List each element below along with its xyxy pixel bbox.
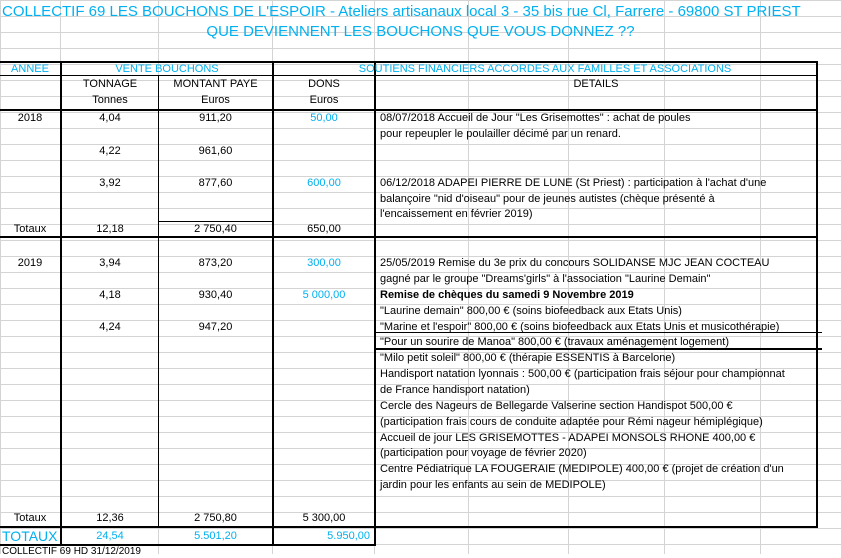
montant-cell[interactable]: 877,60 xyxy=(198,177,233,189)
detail-line[interactable]: Handisport natation lyonnais : 500,00 € (participation frais séjour pour championnat xyxy=(380,368,785,380)
header-dons: DONS xyxy=(308,78,340,90)
border-2019-bottom xyxy=(0,526,818,528)
detail-line[interactable]: "Milo petit soleil" 800,00 € (thérapie ESSENTIS à Barcelone) xyxy=(380,352,676,364)
detail-line[interactable]: l'encaissement en février 2019) xyxy=(380,208,533,220)
header-soutiens: SOUTIENS FINANCIERS ACCORDES AUX FAMILLES ET ASSOCIATIONS xyxy=(358,63,732,75)
sheet-title: COLLECTIF 69 LES BOUCHONS DE L'ESPOIR - Ateliers artisanaux local 3 - 35 bis rue Cl, Farrere - 69800 ST PRIEST xyxy=(2,3,801,20)
detail-line[interactable]: gagné par le groupe "Dreams'girls" à l'association "Laurine Demain" xyxy=(380,273,711,285)
detail-line[interactable]: "Laurine demain" 800,00 € (soins biofeedback aux Etats Unis) xyxy=(380,305,682,317)
grand-total-tonnage[interactable]: 24,54 xyxy=(96,530,124,542)
grand-totaux-label[interactable]: TOTAUX xyxy=(2,528,58,544)
detail-line[interactable]: balançoire "nid d'oiseau" pour de jeunes autistes (chèque présenté à xyxy=(380,193,715,205)
border-col-annee xyxy=(60,61,62,546)
montant-cell[interactable]: 930,40 xyxy=(198,289,233,301)
year-2018[interactable]: 2018 xyxy=(17,112,43,124)
montant-cell[interactable]: 873,20 xyxy=(198,257,233,269)
border-col-dons xyxy=(374,61,376,546)
detail-line[interactable]: (participation frais cours de conduite adaptée pour Rémi nageur hémiplégique) xyxy=(380,416,763,428)
detail-line[interactable]: 08/07/2018 Accueil de Jour "Les Grisemottes" : achat de poules xyxy=(380,112,691,124)
footer-note: COLLECTIF 69 HD 31/12/2019 xyxy=(2,546,141,557)
detail-line[interactable]: de France handisport natation) xyxy=(380,384,530,396)
totaux-2018-label[interactable]: Totaux xyxy=(13,223,47,235)
sheet-subtitle: QUE DEVIENNENT LES BOUCHONS QUE VOUS DONNEZ ?? xyxy=(206,23,635,40)
tonnage-cell[interactable]: 3,94 xyxy=(99,257,121,269)
don-cell[interactable]: 5 000,00 xyxy=(302,289,346,301)
tonnage-cell[interactable]: 4,18 xyxy=(99,289,121,301)
header-tonnage: TONNAGE xyxy=(82,78,138,90)
montant-cell[interactable]: 961,60 xyxy=(198,145,233,157)
detail-line[interactable]: "Pour un sourire de Manoa" 800,00 € (travaux aménagement logement) xyxy=(380,336,730,348)
tonnage-cell[interactable]: 4,04 xyxy=(99,112,121,124)
grand-total-montant[interactable]: 5.501,20 xyxy=(194,530,237,542)
detail-line[interactable]: Centre Pédiatrique LA FOUGERAIE (MEDIPOLE) 400,00 € (projet de création d'un xyxy=(380,463,784,475)
montant-cell[interactable]: 911,20 xyxy=(199,112,232,124)
total-dons-2019[interactable]: 5 300,00 xyxy=(302,512,346,524)
detail-line[interactable]: jardin pour les enfants au sein de MEDIPOLE) xyxy=(380,479,606,491)
tonnage-cell[interactable]: 3,92 xyxy=(99,177,121,189)
totaux-2019-label[interactable]: Totaux xyxy=(13,512,47,524)
detail-line[interactable]: Remise de chèques du samedi 9 Novembre 2019 xyxy=(380,289,634,301)
header-montant-euros: Euros xyxy=(201,94,230,106)
tonnage-cell[interactable]: 4,22 xyxy=(99,145,121,157)
header-vente-bouchons: VENTE BOUCHONS xyxy=(115,63,219,75)
total-dons-2018[interactable]: 650,00 xyxy=(307,223,341,235)
don-cell[interactable]: 300,00 xyxy=(307,257,341,269)
grand-total-dons[interactable]: 5.950,00 xyxy=(327,530,370,542)
header-montant-paye: MONTANT PAYE xyxy=(173,78,258,90)
tonnage-cell[interactable]: 4,24 xyxy=(99,321,121,333)
montant-cell[interactable]: 947,20 xyxy=(198,321,233,333)
total-montant-2018[interactable]: 2 750,40 xyxy=(194,223,237,235)
total-tonnage-2019[interactable]: 12,36 xyxy=(96,512,124,524)
detail-line[interactable]: pour repeupler le poulailler décimé par un renard. xyxy=(380,128,621,140)
total-tonnage-2018[interactable]: 12,18 xyxy=(96,223,124,235)
header-tonnes: Tonnes xyxy=(92,94,128,106)
total-montant-2019[interactable]: 2 750,80 xyxy=(194,512,237,524)
header-annee: ANNEE xyxy=(11,63,49,75)
detail-line[interactable]: Cercle des Nageurs de Bellegarde Valserine section Handispot 500,00 € xyxy=(380,400,733,412)
header-details: DETAILS xyxy=(573,78,619,90)
detail-line[interactable]: (participation pour voyage de février 2020) xyxy=(380,447,587,459)
border-right xyxy=(816,61,818,528)
detail-line[interactable]: "Marine et l'espoir" 800,00 € (soins biofeedback aux Etats Unis et musicothérapie) xyxy=(380,321,780,333)
detail-line[interactable]: 06/12/2018 ADAPEI PIERRE DE LUNE (St Priest) : participation à l'achat d'une xyxy=(380,177,767,189)
header-dons-euros: Euros xyxy=(309,94,339,106)
don-cell[interactable]: 50,00 xyxy=(310,112,338,124)
detail-line[interactable]: 25/05/2019 Remise du 3e prix du concours SOLIDANSE MJC JEAN COCTEAU xyxy=(380,257,770,269)
don-cell[interactable]: 600,00 xyxy=(307,177,341,189)
border-col-vente xyxy=(272,61,274,546)
detail-line[interactable]: Accueil de jour LES GRISEMOTTES - ADAPEI MONSOLS RHONE 400,00 € xyxy=(380,432,756,444)
year-2019[interactable]: 2019 xyxy=(17,257,43,269)
